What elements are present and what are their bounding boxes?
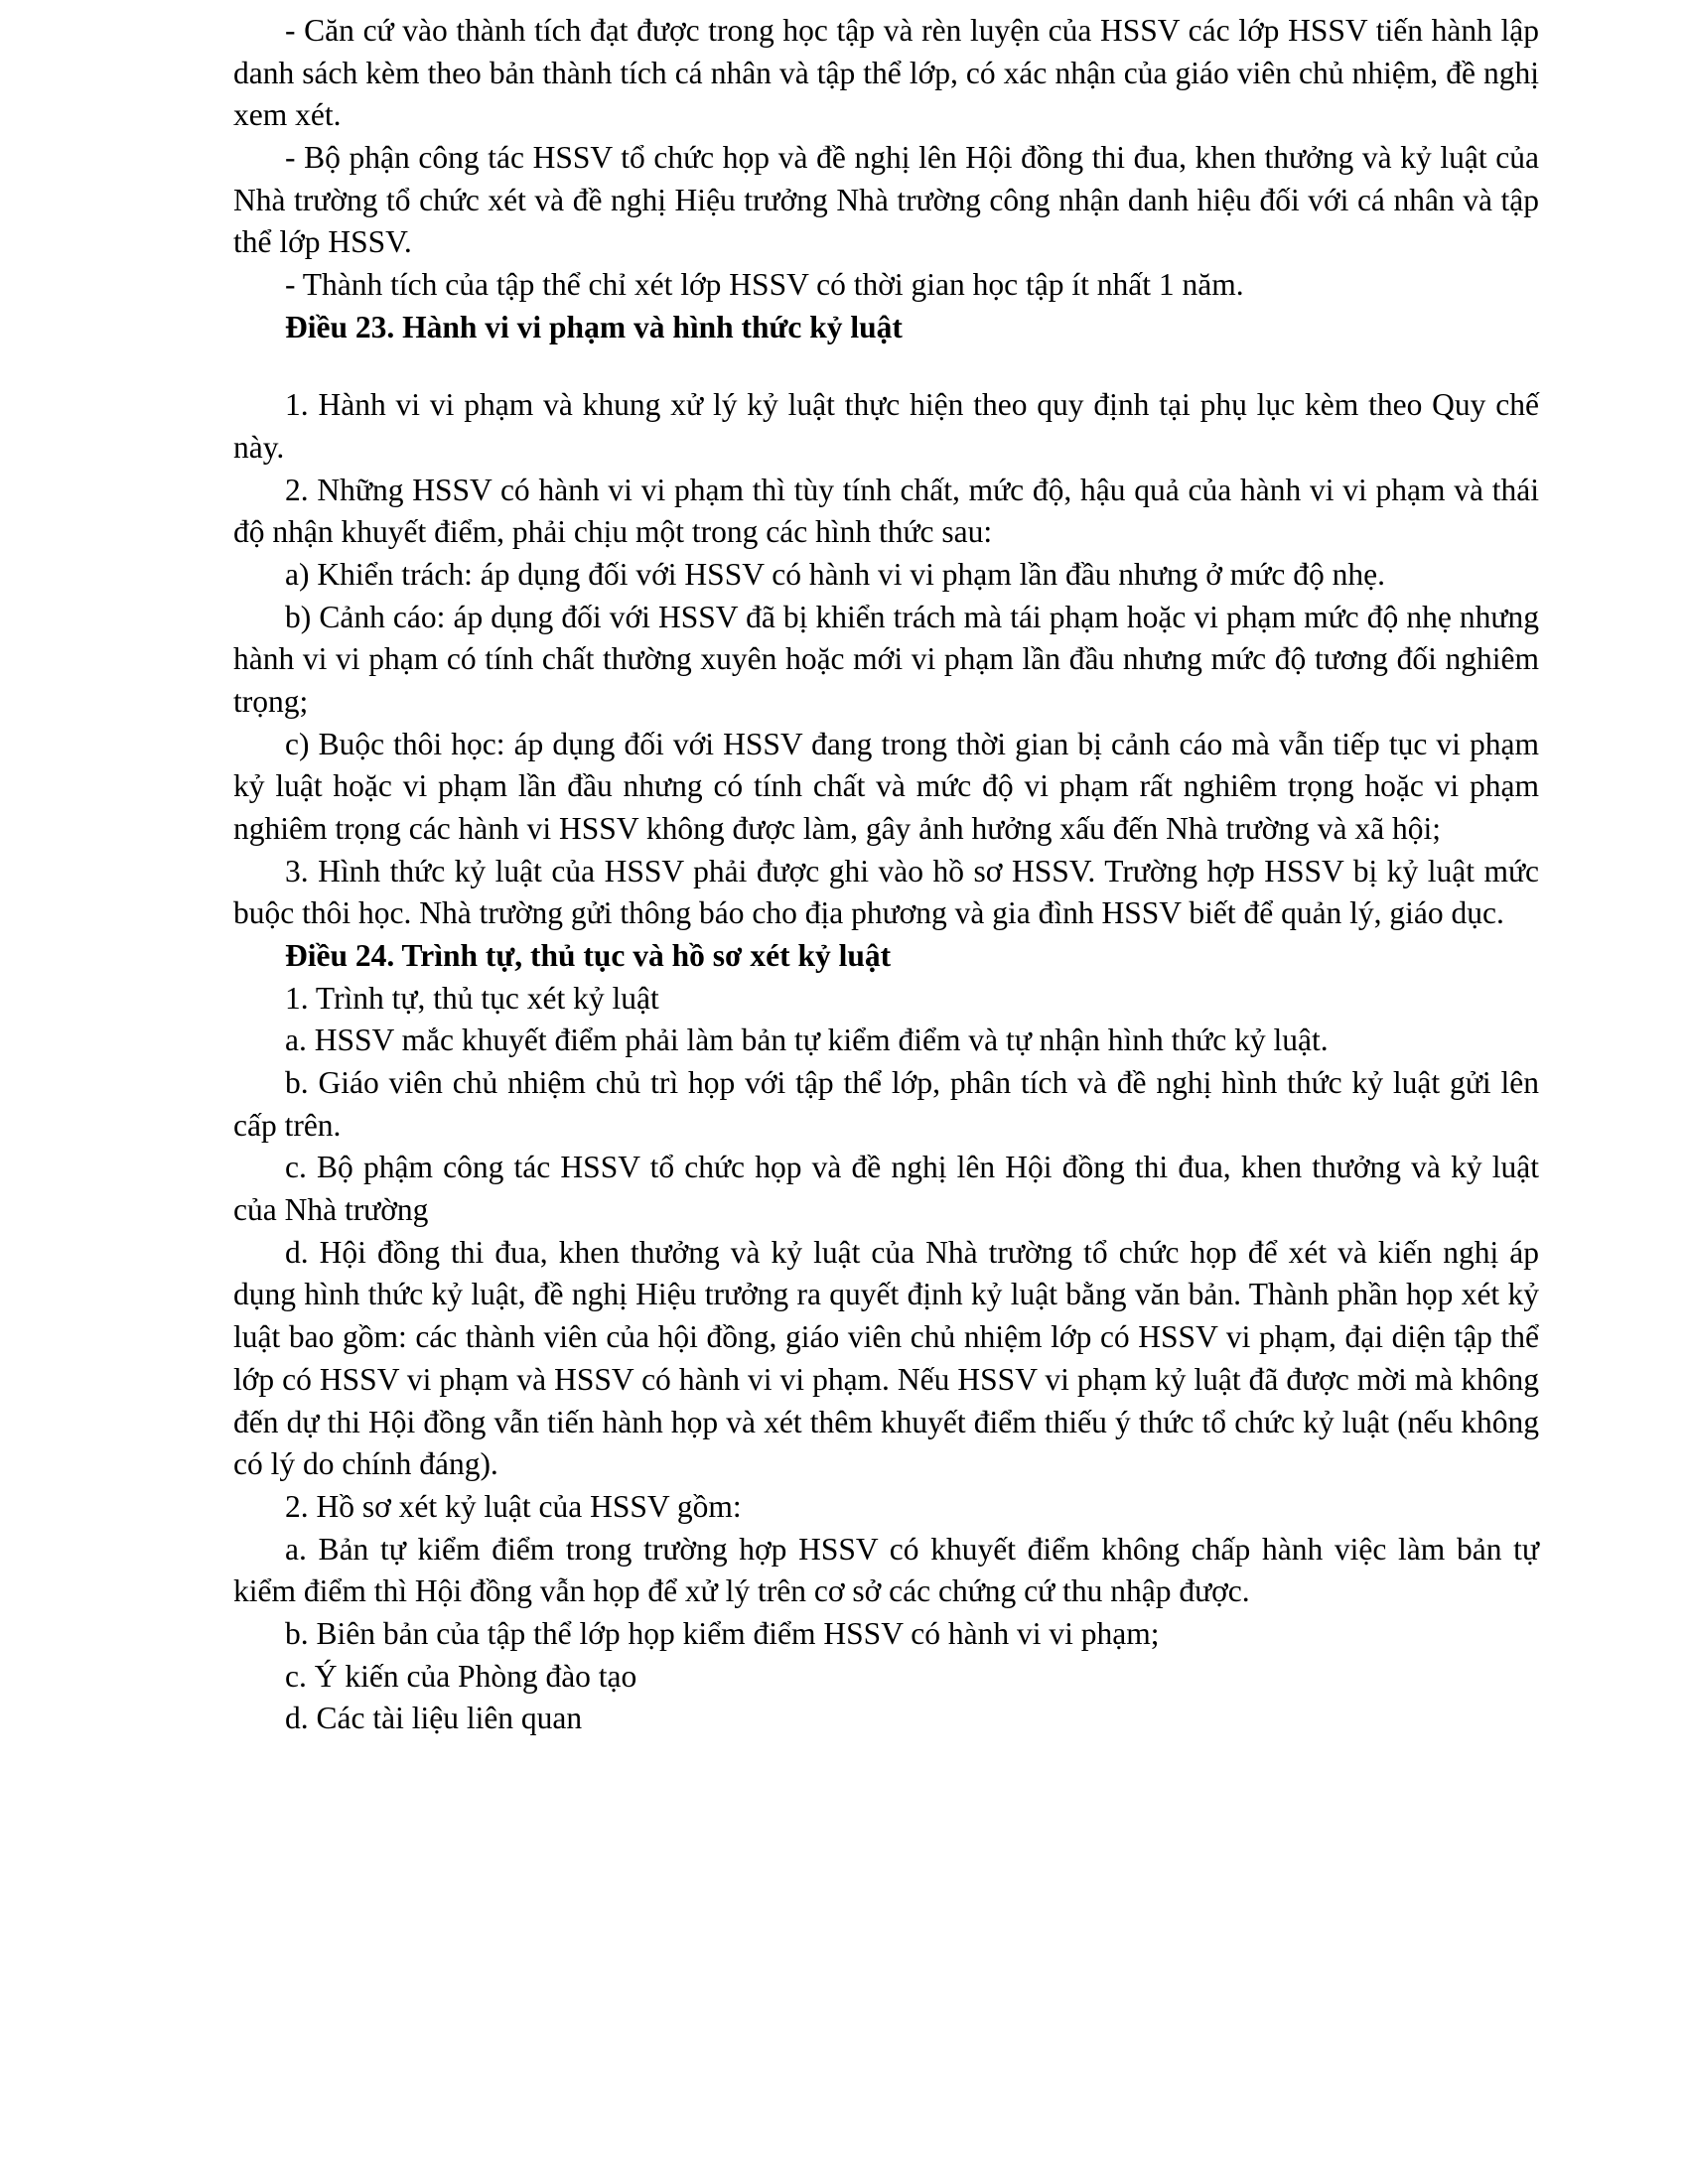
- paragraph: a. HSSV mắc khuyết điểm phải làm bản tự kiểm điểm và tự nhận hình thức kỷ luật.: [285, 1023, 1329, 1058]
- paragraph: 2. Những HSSV có hành vi vi phạm thì tùy tính chất, mức độ, hậu quả của hành vi vi phạm và thái độ nhận khuyết điểm, phải chịu một trong các hình thức sau:: [233, 472, 1539, 550]
- section-heading-dieu-23: Điều 23. Hành vi vi phạm và hình thức kỷ luật: [285, 309, 903, 344]
- list-item: b. Biên bản của tập thể lớp họp kiểm điểm HSSV có hành vi vi phạm;: [285, 1615, 1160, 1651]
- section-heading-dieu-24: Điều 24. Trình tự, thủ tục và hồ sơ xét kỷ luật: [285, 938, 892, 974]
- paragraph: c) Buộc thôi học: áp dụng đối với HSSV đang trong thời gian bị cảnh cáo mà vẫn tiếp tục vi phạm kỷ luật hoặc vi phạm lần đầu nhưng có tính chất và mức độ vi phạm rất nghiêm trọng hoặc vi phạm nghiêm trọng các hành vi HSSV không được làm, gây ảnh hưởng xấu đến Nhà trường và xã hội;: [233, 726, 1539, 847]
- subsection-heading: 2. Hồ sơ xét kỷ luật của HSSV gồm:: [285, 1488, 742, 1524]
- paragraph: a) Khiển trách: áp dụng đối với HSSV có hành vi vi phạm lần đầu nhưng ở mức độ nhẹ.: [285, 557, 1385, 593]
- paragraph: 3. Hình thức kỷ luật của HSSV phải được ghi vào hồ sơ HSSV. Trường hợp HSSV bị kỷ luật mức buộc thôi học. Nhà trường gửi thông báo cho địa phương và gia đình HSSV biết để quản lý, giáo dục.: [233, 853, 1539, 931]
- paragraph-spacer: [233, 348, 1539, 384]
- paragraph: d. Hội đồng thi đua, khen thưởng và kỷ luật của Nhà trường tổ chức họp để xét và kiến nghị áp dụng hình thức kỷ luật, đề nghị Hiệu trưởng ra quyết định kỷ luật bằng văn bản. Thành phần họp xét kỷ luật bao gồm: các thành viên của hội đồng, giáo viên chủ nhiệm lớp có HSSV vi phạm, đại diện tập thể lớp có HSSV vi phạm và HSSV có hành vi vi phạm. Nếu HSSV vi phạm kỷ luật đã được mời mà không đến dự thi Hội đồng vẫn tiến hành họp và xét thêm khuyết điểm thiếu ý thức tổ chức kỷ luật (nếu không có lý do chính đáng).: [233, 1234, 1539, 1482]
- list-item: c. Ý kiến của Phòng đào tạo: [285, 1658, 637, 1694]
- paragraph: b) Cảnh cáo: áp dụng đối với HSSV đã bị khiển trách mà tái phạm hoặc vi phạm mức độ nhẹ nhưng hành vi vi phạm có tính chất thường xuyên hoặc mới vi phạm lần đầu nhưng mức độ tương đối nghiêm trọng;: [233, 599, 1539, 720]
- paragraph: 1. Hành vi vi phạm và khung xử lý kỷ luật thực hiện theo quy định tại phụ lục kèm theo Quy chế này.: [233, 387, 1539, 466]
- list-item: d. Các tài liệu liên quan: [285, 1701, 583, 1736]
- document-body: [233, 10, 1539, 1740]
- paragraph: b. Giáo viên chủ nhiệm chủ trì họp với tập thể lớp, phân tích và đề nghị hình thức kỷ luật gửi lên cấp trên.: [233, 1065, 1539, 1143]
- paragraph: - Bộ phận công tác HSSV tổ chức họp và đề nghị lên Hội đồng thi đua, khen thưởng và kỷ luật của Nhà trường tổ chức xét và đề nghị Hiệu trưởng Nhà trường công nhận danh hiệu đối với cá nhân và tập thể lớp HSSV.: [233, 140, 1539, 260]
- paragraph: a. Bản tự kiểm điểm trong trường hợp HSSV có khuyết điểm không chấp hành việc làm bản tự kiểm điểm thì Hội đồng vẫn họp để xử lý trên cơ sở các chứng cứ thu nhập được.: [233, 1531, 1539, 1609]
- paragraph: c. Bộ phậm công tác HSSV tổ chức họp và đề nghị lên Hội đồng thi đua, khen thưởng và kỷ luật của Nhà trường: [233, 1150, 1539, 1228]
- subsection-heading: 1. Trình tự, thủ tục xét kỷ luật: [285, 980, 659, 1016]
- paragraph: - Thành tích của tập thể chỉ xét lớp HSSV có thời gian học tập ít nhất 1 năm.: [285, 267, 1244, 303]
- paragraph: - Căn cứ vào thành tích đạt được trong học tập và rèn luyện của HSSV các lớp HSSV tiến hành lập danh sách kèm theo bản thành tích cá nhân và tập thể lớp, có xác nhận của giáo viên chủ nhiệm, đề nghị xem xét.: [233, 13, 1539, 133]
